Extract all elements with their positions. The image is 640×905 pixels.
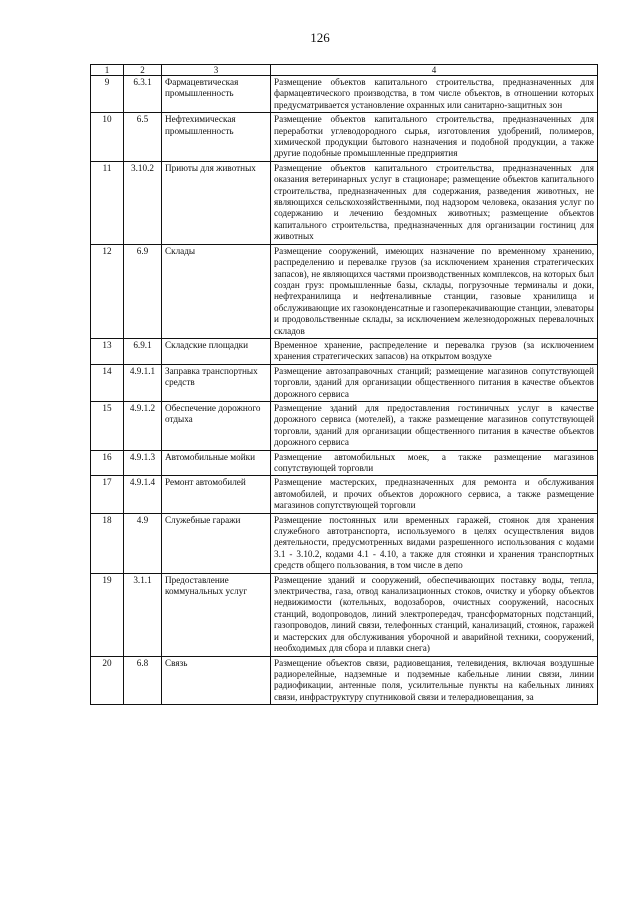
row-code: 6.3.1 (124, 76, 162, 113)
row-number: 10 (91, 113, 124, 162)
row-number: 18 (91, 513, 124, 573)
table-row (91, 656, 598, 705)
row-name: Связь (162, 656, 271, 705)
table-row (91, 513, 598, 573)
table-row (91, 76, 598, 113)
row-number: 19 (91, 573, 124, 656)
table-row (91, 338, 598, 364)
page-number: 126 (310, 30, 330, 45)
header-col-3: 3 (162, 65, 271, 76)
table-row (91, 244, 598, 338)
header-col-1: 1 (91, 65, 124, 76)
row-description: Размещение зданий и сооружений, обеспечивающих поставку воды, тепла, электричества, газа, отвод канализационных стоков, очистку и уборку объектов недвижимости (котельных, водозаборов, очистных сооружений, насосных станций, водопроводов, линий электропередач, трансформаторных подстанций, газопроводов, линий связи, телефонных станций, канализаций, стоянок, гаражей и мастерских для обслуживания уборочной и аварийной техники, сооружений, необходимых для сбора и плавки снега) (271, 573, 598, 656)
row-name: Предоставление коммунальных услуг (162, 573, 271, 656)
row-description: Размещение постоянных или временных гаражей, стоянок для хранения служебного автотранспорта, используемого в целях осуществления видов деятельности, предусмотренных видами разрешенного использования с кодами 3.1 - 3.10.2, кодами 4.1 - 4.10, а также для стоянки и хранения транспортных средств общего пользования, в том числе в депо (271, 513, 598, 573)
row-description: Размещение сооружений, имеющих назначение по временному хранению, распределению и перевалке грузов (за исключением хранения стратегических запасов), не являющихся частями производственных комплексов, на которых был создан груз: промышленные базы, склады, погрузочные терминалы и доки, нефтехранилища и нефтеналивные станции, газовые хранилища и обслуживающие их газоконденсатные и газоперекачивающие станции, элеваторы и продовольственные склады, за исключением железнодорожных перевалочных складов (271, 244, 598, 338)
row-number: 14 (91, 364, 124, 401)
header-col-2: 2 (124, 65, 162, 76)
row-name: Приюты для животных (162, 161, 271, 244)
header-col-4: 4 (271, 65, 598, 76)
row-code: 6.9 (124, 244, 162, 338)
row-code: 3.10.2 (124, 161, 162, 244)
row-name: Автомобильные мойки (162, 450, 271, 476)
row-number: 17 (91, 476, 124, 513)
row-code: 6.5 (124, 113, 162, 162)
row-description: Размещение зданий для предоставления гостиничных услуг в качестве дорожного сервиса (мотелей), а также размещение магазинов сопутствующей торговли, зданий для организации общественного питания в качестве объектов дорожного сервиса (271, 401, 598, 450)
row-name: Ремонт автомобилей (162, 476, 271, 513)
row-number: 9 (91, 76, 124, 113)
table-row (91, 573, 598, 656)
table-row (91, 401, 598, 450)
table-row (91, 113, 598, 162)
row-description: Размещение автозаправочных станций; размещение магазинов сопутствующей торговли, зданий для организации общественного питания в качестве объектов дорожного сервиса (271, 364, 598, 401)
row-description: Размещение мастерских, предназначенных для ремонта и обслуживания автомобилей, и прочих объектов дорожного сервиса, а также размещение магазинов сопутствующей торговли (271, 476, 598, 513)
row-code: 4.9.1.3 (124, 450, 162, 476)
row-name: Нефтехимическая промышленность (162, 113, 271, 162)
table-header-row (91, 65, 598, 76)
table-row (91, 476, 598, 513)
row-name: Обеспечение дорожного отдыха (162, 401, 271, 450)
row-number: 12 (91, 244, 124, 338)
row-description: Размещение объектов капитального строительства, предназначенных для оказания ветеринарных услуг в стационаре; размещение объектов капитального строительства, предназначенных для содержания, разведения животных, не являющихся сельскохозяйственными, под надзором человека, оказания услуг по содержанию и лечению бездомных животных; размещение объектов капитального строительства, предназначенных для организации гостиниц для животных (271, 161, 598, 244)
row-description: Размещение объектов капитального строительства, предназначенных для фармацевтического производства, в том числе объектов, в отношении которых предусматривается установление охранных или санитарно-защитных зон (271, 76, 598, 113)
row-number: 13 (91, 338, 124, 364)
row-number: 15 (91, 401, 124, 450)
row-description: Временное хранение, распределение и перевалка грузов (за исключением хранения стратегических запасов) на открытом воздухе (271, 338, 598, 364)
row-number: 16 (91, 450, 124, 476)
row-code: 4.9.1.2 (124, 401, 162, 450)
row-code: 6.9.1 (124, 338, 162, 364)
row-number: 11 (91, 161, 124, 244)
row-name: Склады (162, 244, 271, 338)
row-name: Служебные гаражи (162, 513, 271, 573)
row-name: Фармацевтическая промышленность (162, 76, 271, 113)
row-code: 4.9 (124, 513, 162, 573)
row-code: 4.9.1.1 (124, 364, 162, 401)
table-row (91, 450, 598, 476)
row-number: 20 (91, 656, 124, 705)
row-description: Размещение объектов связи, радиовещания, телевидения, включая воздушные радиорелейные, надземные и подземные кабельные линии связи, линии радиофикации, антенные поля, усилительные пункты на кабельных линиях связи, инфраструктуру спутниковой связи и телерадиовещания, за (271, 656, 598, 705)
land-use-table (90, 64, 598, 705)
row-code: 6.8 (124, 656, 162, 705)
row-code: 3.1.1 (124, 573, 162, 656)
row-description: Размещение автомобильных моек, а также размещение магазинов сопутствующей торговли (271, 450, 598, 476)
row-code: 4.9.1.4 (124, 476, 162, 513)
row-description: Размещение объектов капитального строительства, предназначенных для переработки углеводородного сырья, изготовления удобрений, полимеров, химической продукции бытового назначения и подобной продукции, а также другие подобные промышленные предприятия (271, 113, 598, 162)
row-name: Складские площадки (162, 338, 271, 364)
table-row (91, 364, 598, 401)
row-name: Заправка транспортных средств (162, 364, 271, 401)
table-row (91, 161, 598, 244)
